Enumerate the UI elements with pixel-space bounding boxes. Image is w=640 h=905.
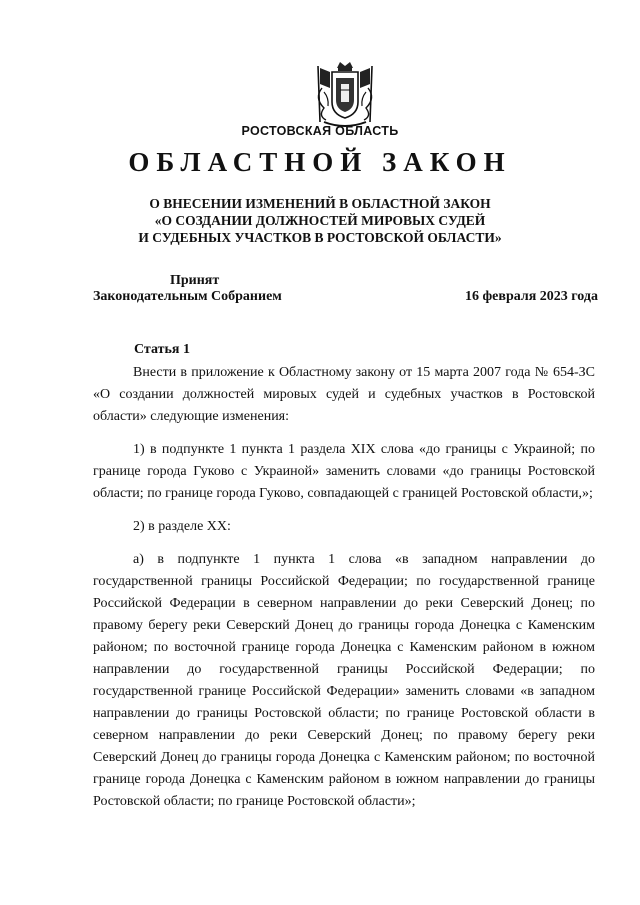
adoption-date: 16 февраля 2023 года xyxy=(465,289,598,304)
adopted-by: Законодательным Собранием xyxy=(93,289,282,304)
article-body xyxy=(93,362,595,813)
article-paragraph: 2) в разделе XX: xyxy=(133,519,231,534)
adopted-label: Принят xyxy=(170,273,220,288)
coat-of-arms-icon xyxy=(310,58,380,130)
article-paragraph: 1) в подпункте 1 пункта 1 раздела XIX слова «до границы с Украиной; по границе города Гуково с Украиной» заменить словами «до границы Ростовской области; по границе города Гуково, совпадающей с границей Ростовской области,»; xyxy=(93,442,595,501)
subtitle-line: И СУДЕБНЫХ УЧАСТКОВ В РОСТОВСКОЙ ОБЛАСТИ» xyxy=(138,230,502,245)
article-heading: Статья 1 xyxy=(134,342,190,357)
region-name: РОСТОВСКАЯ ОБЛАСТЬ xyxy=(241,124,399,138)
article-paragraph: Внести в приложение к Областному закону от 15 марта 2007 года № 654-ЗС «О создании должностей мировых судей и судебных участков в Ростовской области» следующие изменения: xyxy=(93,365,595,424)
subtitle-line: «О СОЗДАНИИ ДОЛЖНОСТЕЙ МИРОВЫХ СУДЕЙ xyxy=(154,213,486,228)
law-subtitle xyxy=(0,195,640,246)
article-paragraph: а) в подпункте 1 пункта 1 слова «в западном направлении до государственной границы Российской Федерации; по государственной границе Российской Федерации в северном направлении до реки Северский Донец; по правому берегу реки Северский Донец до границы города Донецка с Каменским районом; по восточной границе города Донецка с Каменским районом в южном направлении до государственной границы Российской Федерации; по государственной границе Российской Федерации» заменить словами «в западном направлении до границы Ростовской области; по границе Ростовской области в северном направлении до реки Северский Донец; по правому берегу реки Северский Донец до границы города Донецка с Каменским районом; по восточной границе города Донецка с Каменским районом в южном направлении до границы Ростовской области; по границе Ростовской области»; xyxy=(93,552,595,809)
subtitle-line: О ВНЕСЕНИИ ИЗМЕНЕНИЙ В ОБЛАСТНОЙ ЗАКОН xyxy=(149,196,491,211)
law-type-title: ОБЛАСТНОЙ ЗАКОН xyxy=(128,147,512,177)
